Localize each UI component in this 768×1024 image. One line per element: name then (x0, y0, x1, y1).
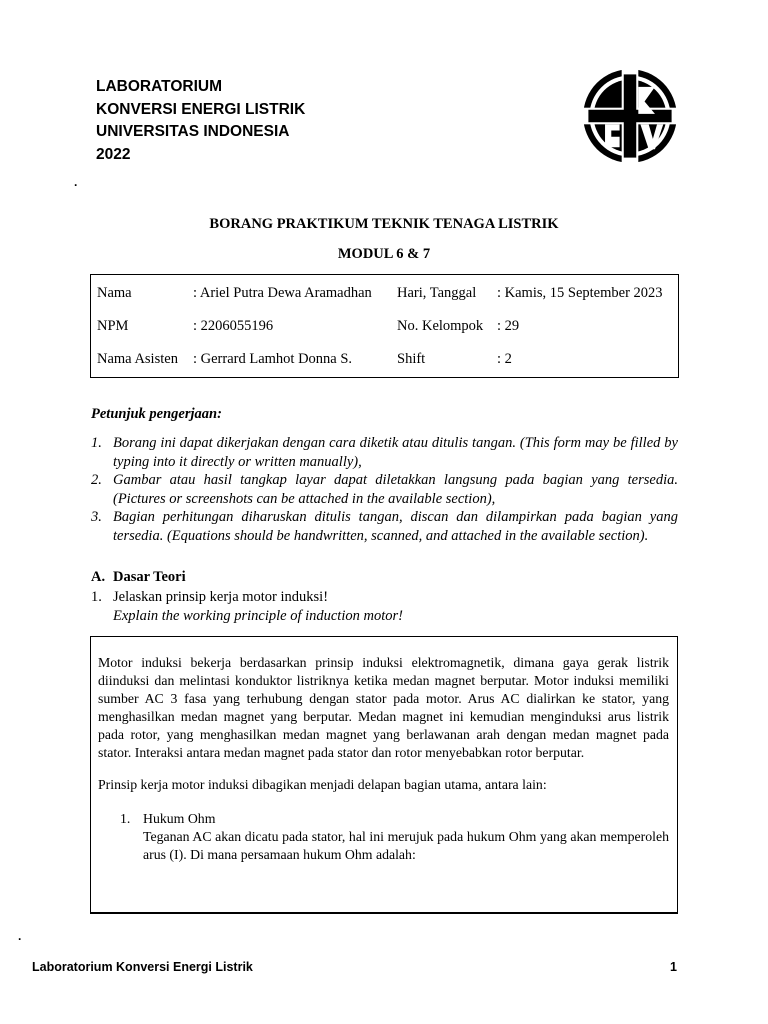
answer-box (90, 636, 678, 914)
question-text-id: Jelaskan prinsip kerja motor induksi! (113, 589, 329, 605)
identity-row (91, 351, 678, 371)
instruction-item (91, 434, 678, 471)
instruction-text: Gambar atau hasil tangkap layar dapat diletakkan langsung pada bagian yang tersedia. (Pictures or screenshots can be attached in the available section), (113, 472, 678, 507)
instruction-text: Borang ini dapat dikerjakan dengan cara diketik atau ditulis tangan. (This form may be filled by typing into it directly or written manually), (113, 435, 678, 470)
form-title: BORANG PRAKTIKUM TEKNIK TENAGA LISTRIK (209, 216, 559, 232)
identity-label: No. Kelompok (397, 318, 484, 334)
instruction-item (91, 508, 678, 545)
module-title: MODUL 6 & 7 (337, 246, 431, 262)
lab-header (96, 76, 305, 166)
answer-paragraph-2: Prinsip kerja motor induksi dibagikan menjadi delapan bagian utama, antara lain: (98, 777, 547, 793)
instruction-number: 1. (91, 435, 102, 451)
instructions-list (91, 434, 678, 545)
answer-paragraph-1: Motor induksi bekerja berdasarkan prinsip induksi elektromagnetik, dimana gaya gerak listrik diinduksi dan melintasi konduktor listriknya ketika medan magnet berputar. Motor induksi memiliki sumber AC 3 fasa yang terhubung dengan stator pada motor. Arus AC dialirkan ke stator, yang menghasilkan medan magnet yang berputar. Medan magnet ini kemudian menginduksi arus listrik pada rotor, yang menghasilkan medan magnet yang berlawanan arah dengan medan magnet pada stator. Interaksi antara medan magnet pada stator dan rotor menyebabkan rotor berputar. (98, 655, 669, 760)
identity-label: Shift (397, 351, 426, 367)
footer-lab-name: Laboratorium Konversi Energi Listrik (32, 960, 253, 974)
subitem-number: 1. (120, 811, 131, 827)
stray-dot: · (18, 932, 22, 946)
identity-table (90, 274, 679, 378)
identity-label: Nama (97, 285, 132, 301)
lab-logo-emblem (578, 64, 682, 168)
page-number: 1 (670, 960, 677, 974)
subitem-text: Teganan AC akan dicatu pada stator, hal ini merujuk pada hukum Ohm yang akan memperoleh arus (I). Di mana persamaan hukum Ohm adalah: (143, 829, 669, 863)
section-a-heading (91, 569, 186, 586)
identity-value: : Ariel Putra Dewa Aramadhan (193, 285, 372, 301)
question-number: 1. (91, 589, 102, 605)
instruction-text: Bagian perhitungan diharuskan ditulis tangan, discan dan dilampirkan pada bagian yang tersedia. (Equations should be handwritten, scanned, and attached in the available section). (113, 509, 678, 544)
lab-header-line-3: UNIVERSITAS INDONESIA (96, 123, 290, 140)
subitem-title: Hukum Ohm (143, 811, 216, 827)
lab-header-year: 2022 (96, 145, 131, 163)
stray-dot: · (74, 178, 78, 192)
instruction-number: 2. (91, 472, 102, 488)
question-text-en: Explain the working principle of induction motor! (113, 608, 403, 624)
identity-value: : 2 (497, 351, 512, 367)
instruction-number: 3. (91, 509, 102, 525)
identity-label: NPM (97, 318, 129, 334)
instruction-item (91, 471, 678, 508)
identity-label: Nama Asisten (97, 351, 178, 367)
instructions-title: Petunjuk pengerjaan: (91, 406, 222, 422)
identity-label: Hari, Tanggal (397, 285, 477, 301)
identity-value: : 29 (497, 318, 520, 334)
question-1 (91, 588, 403, 626)
identity-value: : Gerrard Lamhot Donna S. (193, 351, 353, 367)
section-letter: A. (91, 569, 106, 585)
section-title: Dasar Teori (113, 569, 186, 585)
identity-value: : Kamis, 15 September 2023 (497, 285, 663, 301)
lab-header-line-2: KONVERSI ENERGI LISTRIK (96, 100, 306, 118)
lab-header-line-1: LABORATORIUM (96, 78, 222, 95)
identity-value: : 2206055196 (193, 318, 274, 334)
identity-row (91, 285, 678, 305)
identity-row (91, 318, 678, 338)
answer-subitem (98, 810, 669, 864)
